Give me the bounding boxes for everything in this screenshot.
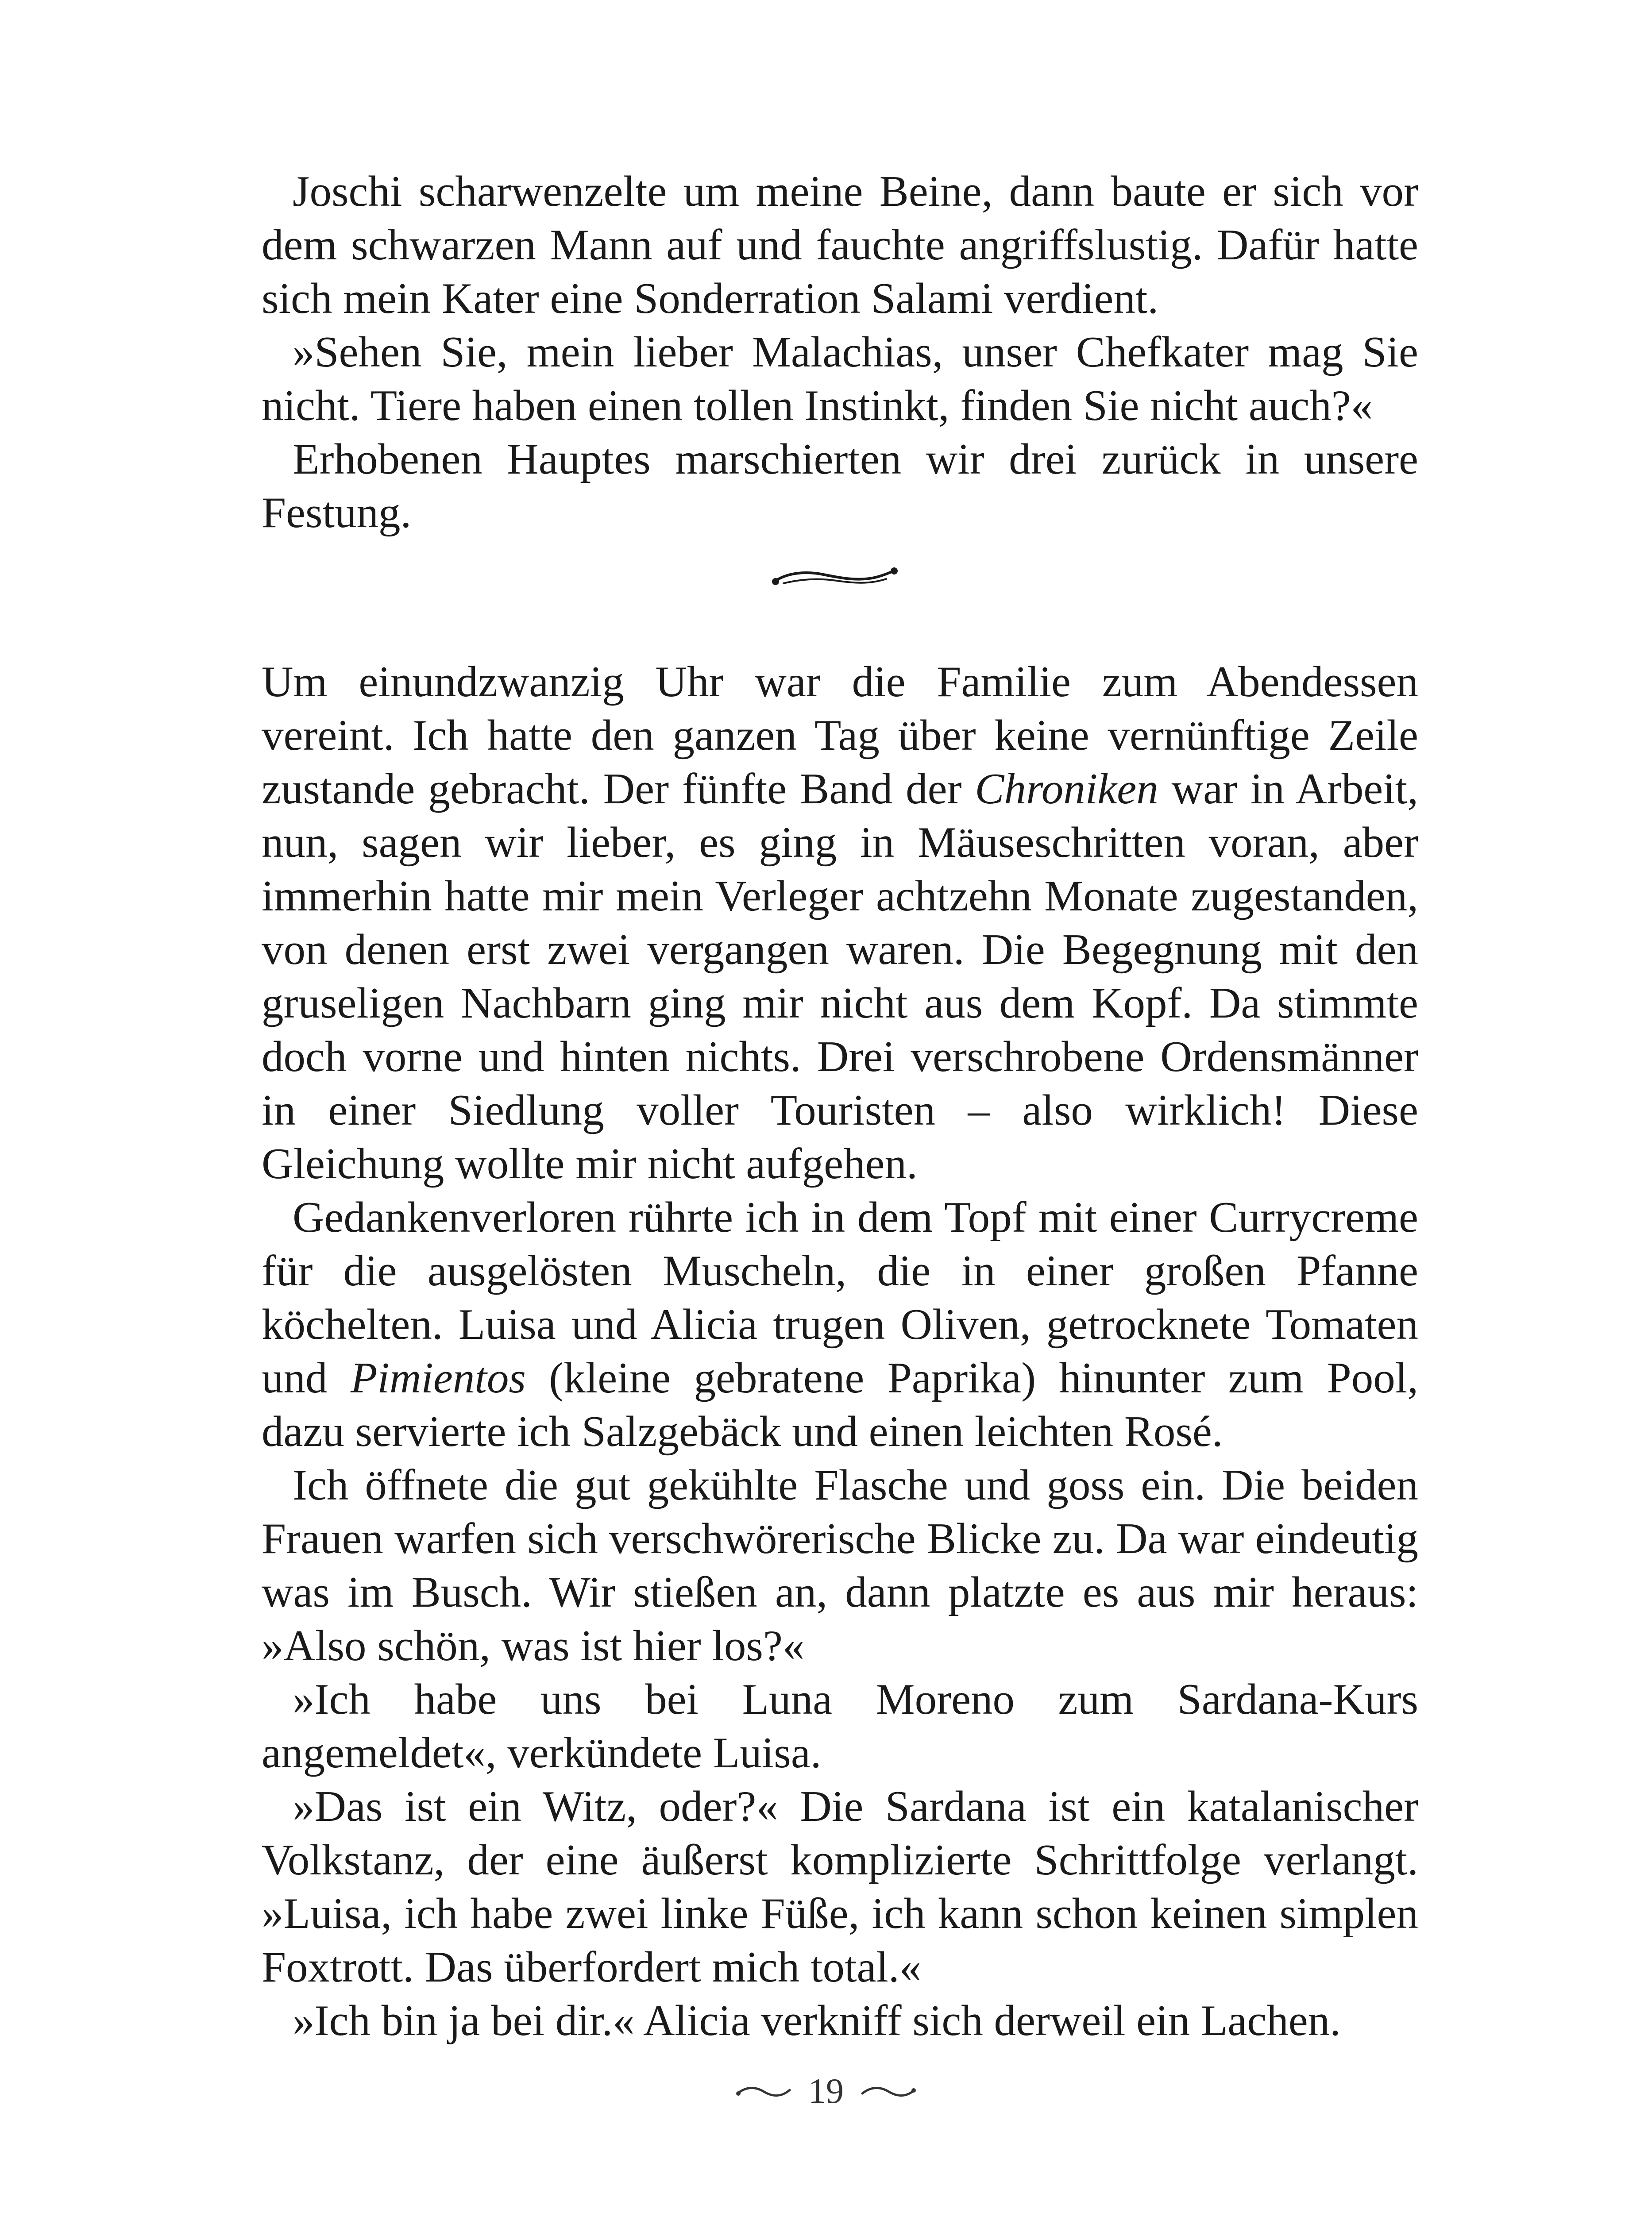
italic-term: Pimientos (350, 1354, 526, 1402)
paragraph: »Das ist ein Witz, oder?« Die Sardana ist ein katalanischer Volkstanz, der eine äußerst komplizierte Schrittfolge verlangt. »Luisa, ich habe zwei linke Füße, ich kann schon keinen simplen Foxtrott. Das überfordert mich total.« (262, 1782, 1418, 1991)
paragraph: Ich öffnete die gut gekühlte Flasche und goss ein. Die beiden Frauen warfen sich verschwörerische Blicke zu. Da war eindeutig was im Busch. Wir stießen an, dann platzte es aus mir heraus: »Also schön, was ist hier los?« (262, 1461, 1418, 1670)
swash-left-icon (735, 2082, 792, 2101)
paragraph: Um einundzwanzig Uhr war die Familie zum Abendessen vereint. Ich hatte den ganzen Tag über keine vernünftige Zeile zustande gebracht. Der fünfte Band der Chroniken war in Arbeit, nun, sagen wir lieber, es ging in Mäuseschritten voran, aber immerhin hatte mir mein Verleger achtzehn Monate zugestanden, von denen erst zwei vergangen waren. Die Begegnung mit den gruseligen Nachbarn ging mir nicht aus dem Kopf. Da stimmte doch vorne und hinten nichts. Drei verschrobene Ordensmänner in einer Siedlung voller Touristen – also wirklich! Diese Gleichung wollte mir nicht aufgehen. (262, 658, 1418, 1188)
paragraph: Erhobenen Hauptes marschierten wir drei zurück in unsere Festung. (262, 435, 1418, 537)
paragraph: »Ich bin ja bei dir.« Alicia verkniff sich derweil ein Lachen. (293, 1997, 1341, 2045)
text-block-top (262, 165, 1418, 540)
paragraph: »Sehen Sie, mein lieber Malachias, unser Chefkater mag Sie nicht. Tiere haben einen tollen Instinkt, finden Sie nicht auch?« (262, 328, 1418, 430)
italic-title: Chroniken (975, 765, 1158, 813)
text-block-main (262, 655, 1418, 2047)
paragraph: Gedankenverloren rührte ich in dem Topf mit einer Currycreme für die ausgelösten Muscheln, die in einer großen Pfanne köchelten. Luisa und Alicia trugen Oliven, getrocknete Tomaten und Pimientos (kleine gebratene Paprika) hinunter zum Pool, dazu servierte ich Salzgebäck und einen leichten Rosé. (262, 1193, 1418, 1456)
page-footer (0, 2071, 1652, 2112)
paragraph: Joschi scharwenzelte um meine Beine, dann baute er sich vor dem schwarzen Mann auf und fauchte angriffslustig. Dafür hatte sich mein Kater eine Sonderration Salami verdient. (262, 167, 1418, 323)
page-number: 19 (808, 2072, 844, 2111)
paragraph: »Ich habe uns bei Luna Moreno zum Sardana-Kurs angemeldet«, verkündete Luisa. (262, 1675, 1418, 1777)
swash-ornament-icon (770, 561, 899, 592)
swash-right-icon (860, 2082, 917, 2101)
